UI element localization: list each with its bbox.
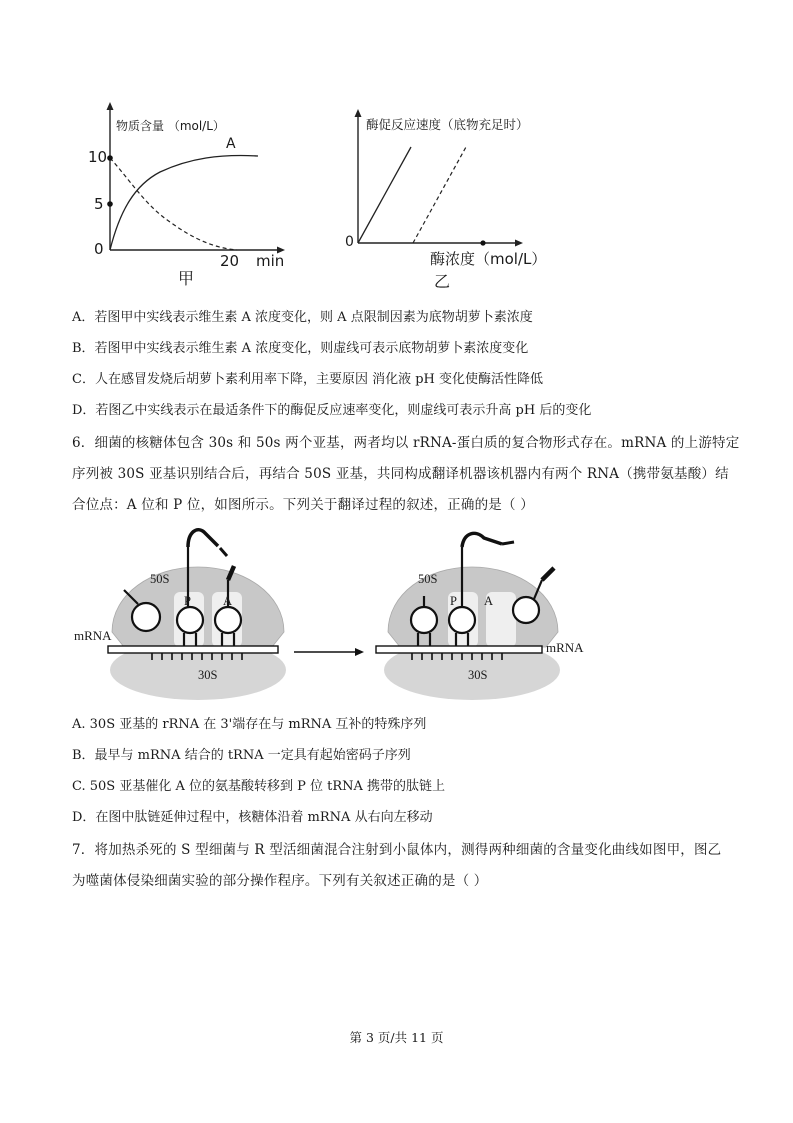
y-tick-10: 10 <box>88 148 108 166</box>
solid-line <box>358 147 411 243</box>
x-axis-label: 酶浓度（mol/L） <box>430 250 547 268</box>
left-a-site-label: A <box>223 594 233 608</box>
right-a-site-label: A <box>484 594 494 608</box>
figure-yi-caption: 乙 <box>434 272 451 291</box>
q6-option-a: A. 30S 亚基的 rRNA 在 3'端存在与 mRNA 互补的特殊序列 <box>72 717 427 732</box>
q6-option-c: C. 50S 亚基催化 A 位的氨基酸转移到 P 位 tRNA 携带的肽链上 <box>72 779 446 794</box>
curve-a-solid <box>110 156 258 250</box>
point-5 <box>107 201 113 207</box>
right-mrna-label: mRNA <box>546 640 584 655</box>
q6-stem-line-1: 6．细菌的核糖体包含 30s 和 50s 两个亚基，两者均以 rRNA-蛋白质的复合物形式存在。mRNA 的上游特定 <box>72 435 740 451</box>
left-mrna-strand <box>108 646 278 653</box>
q6-option-b: B．最早与 mRNA 结合的 tRNA 一定具有起始密码子序列 <box>72 748 411 763</box>
page-footer: 第 3 页/共 11 页 <box>349 1030 444 1045</box>
x-axis-point <box>480 240 485 245</box>
q5-option-b: B．若图甲中实线表示维生素 A 浓度变化，则虚线可表示底物胡萝卜素浓度变化 <box>72 341 529 356</box>
right-50s-label: 50S <box>418 572 438 586</box>
q6-stem-line-3: 合位点：A 位和 P 位，如图所示。下列关于翻译过程的叙述，正确的是（ ） <box>72 497 534 513</box>
origin-label: 0 <box>345 234 354 250</box>
q6-option-d: D．在图中肽链延伸过程中，核糖体沿着 mRNA 从右向左移动 <box>72 810 433 825</box>
ribosome-figure <box>72 522 602 702</box>
left-peptide <box>188 530 218 547</box>
right-30s-label: 30S <box>468 668 488 682</box>
curve-a-label: A <box>226 136 236 152</box>
x-unit-label: min <box>256 252 285 270</box>
figure-yi <box>340 108 570 293</box>
right-mrna-strand <box>376 646 542 653</box>
curve-dashed <box>110 158 237 250</box>
left-50s-label: 50S <box>150 572 170 586</box>
y-axis-label: 物质含量 （mol/L） <box>116 119 225 133</box>
left-ribosome <box>108 530 286 700</box>
y-axis-arrow <box>355 109 362 117</box>
x-tick-20: 20 <box>220 252 240 270</box>
ribosome-diagram <box>72 522 602 702</box>
transition-arrow-head <box>355 648 364 656</box>
figure-jia <box>80 100 310 295</box>
dashed-line <box>413 147 466 243</box>
left-mrna-label: mRNA <box>74 628 112 643</box>
right-peptide <box>462 533 502 547</box>
y-axis-arrow <box>107 102 114 110</box>
q7-stem-line-1: 7．将加热杀死的 S 型细菌与 R 型活细菌混合注射到小鼠体内，测得两种细菌的含量变化曲线如图甲，图乙 <box>72 842 722 858</box>
figure-jia-caption: 甲 <box>178 269 195 288</box>
q5-option-c: C．人在感冒发烧后胡萝卜素利用率下降，主要原因 消化液 pH 变化使酶活性降低 <box>72 372 544 387</box>
q7-stem-line-2: 为噬菌体侵染细菌实验的部分操作程序。下列有关叙述正确的是（ ） <box>72 873 488 889</box>
point-10 <box>107 155 113 161</box>
left-p-site-label: P <box>184 594 191 608</box>
right-p-site-label: P <box>450 594 457 608</box>
y-tick-5: 5 <box>94 195 104 213</box>
q5-option-d: D．若图乙中实线表示在最适条件下的酶促反应速率变化，则虚线可表示升高 pH 后的变化 <box>72 403 592 418</box>
y-tick-0: 0 <box>94 240 104 258</box>
left-30s-label: 30S <box>198 668 218 682</box>
q6-stem-line-2: 序列被 30S 亚基识别结合后，再结合 50S 亚基，共同构成翻译机器该机器内有两个 RNA（携带氨基酸）结 <box>72 466 729 482</box>
y-axis-label: 酶促反应速度（底物充足时） <box>366 117 529 132</box>
q5-option-a: A．若图甲中实线表示维生素 A 浓度变化，则 A 点限制因素为底物胡萝卜素浓度 <box>72 310 533 325</box>
x-axis-arrow <box>515 240 523 247</box>
